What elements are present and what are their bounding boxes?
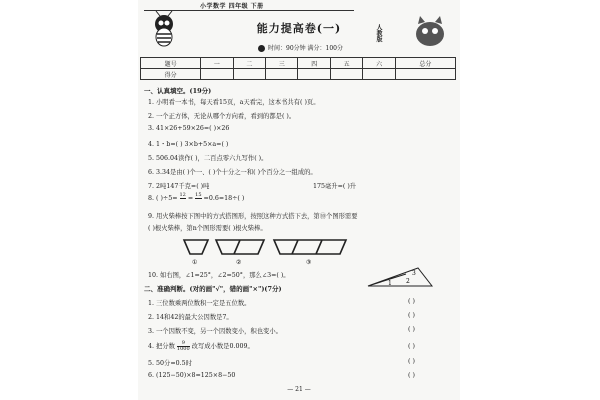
question-6: 6. 3.34是由( )个一、( )个十分之一和( )个百分之一组成的。	[148, 169, 317, 176]
table-cell: 三	[266, 58, 298, 69]
fraction-numerator: 15	[195, 192, 202, 198]
question-9a: 9. 用火柴棒按下图中的方式搭图形，按照这种方式搭下去，第⑩个图形需要	[148, 213, 358, 220]
edition-badge: 人教版	[375, 24, 382, 42]
time-score-text: 时间：90分钟 满分：100分	[268, 45, 343, 52]
q4-prefix: 4. 把分数	[148, 343, 175, 350]
page-title: 能力提高卷(一)	[256, 22, 342, 35]
clock-icon	[258, 45, 265, 52]
table-cell: 五	[330, 58, 362, 69]
fraction	[180, 193, 186, 204]
score-blank	[298, 69, 330, 80]
table-cell: 六	[363, 58, 395, 69]
answer-paren: ( )	[408, 298, 415, 305]
q8-suffix: =0.6=18÷( )	[203, 195, 245, 202]
angle-label: 1	[388, 280, 392, 287]
fraction	[177, 341, 190, 352]
answer-paren: ( )	[408, 372, 415, 379]
triangle-figure	[366, 266, 436, 288]
q4-suffix: 改写成小数是0.009。	[191, 343, 254, 350]
matchstick-figures	[182, 236, 358, 266]
fraction-numerator: 9	[177, 341, 190, 347]
question-1: 1. 小明看一本书，每天看15页，a天看完，这本书共有( )页。	[148, 99, 320, 106]
table-cell: 一	[201, 58, 233, 69]
question-5: 5. 506.04读作( )，二百点零六九写作( )。	[148, 155, 268, 162]
table-cell: 得分	[141, 69, 201, 80]
angle-label: 2	[406, 278, 410, 285]
fraction-denominator: 1000	[176, 346, 190, 352]
table-cell: 二	[233, 58, 265, 69]
answer-paren: ( )	[408, 358, 415, 365]
figure-label: ③	[306, 259, 312, 266]
table-row	[141, 69, 456, 80]
section-title: 二、准确判断。(对的画"√"，错的画"×")(7分)	[144, 285, 282, 293]
section-title: 一、认真填空。(19分)	[144, 87, 212, 95]
score-blank	[330, 69, 362, 80]
answer-paren: ( )	[408, 343, 415, 350]
question-8: 8. ( )÷5= 12 = 15 =0.6=18÷( )	[148, 192, 245, 202]
cat-mascot-icon	[406, 12, 448, 48]
figure-label: ②	[236, 259, 242, 266]
fraction	[195, 193, 201, 204]
page-number: — 21 —	[287, 386, 311, 393]
question-3: 3. 41×26+59×26=( )×26	[148, 125, 230, 132]
judge-item-5: 5. 50分=0.5时	[148, 360, 192, 367]
score-blank	[233, 69, 265, 80]
judge-item-6: 6. (125−50)×8=125×8−50	[148, 372, 236, 379]
judge-item-3: 3. 一个因数不变，另一个因数变小，积也变小。	[148, 328, 282, 335]
fraction-numerator: 12	[179, 192, 186, 198]
table-row	[141, 58, 456, 69]
judge-item-2: 2. 14和42的最大公因数是7。	[148, 314, 233, 321]
question-10: 10. 如右图，∠1=25°，∠2=50°，那么∠3=( )。	[148, 272, 290, 279]
table-cell: 四	[298, 58, 330, 69]
table-cell: 题号	[141, 58, 201, 69]
figure-label: ①	[192, 259, 198, 266]
exam-page	[138, 0, 460, 400]
question-2: 2. 一个正方体，无论从哪个方向看，看到的都是( )。	[148, 113, 296, 120]
question-4: 4. 1・b=( ) 3×b+5×a=( )	[148, 141, 229, 148]
judge-item-1: 1. 三位数乘两位数积一定是五位数。	[148, 300, 251, 307]
score-blank	[201, 69, 233, 80]
answer-paren: ( )	[408, 312, 415, 319]
score-table	[140, 57, 456, 80]
answer-paren: ( )	[408, 326, 415, 333]
question-7a: 7. 2吨147千克=( )吨	[148, 183, 210, 190]
angle-label: 3	[412, 270, 416, 277]
question-7b: 175毫升=( )升	[313, 183, 357, 190]
q8-prefix: 8. ( )÷5=	[148, 195, 178, 202]
series-label: 小学数学 四年级 下册	[200, 3, 264, 10]
judge-item-4	[148, 341, 254, 352]
score-blank	[363, 69, 395, 80]
score-blank	[266, 69, 298, 80]
table-cell: 总分	[395, 58, 455, 69]
exam-meta	[258, 43, 343, 52]
score-blank	[395, 69, 455, 80]
question-9b: ( )根火柴棒，第n个图形需要( )根火柴棒。	[148, 225, 267, 232]
